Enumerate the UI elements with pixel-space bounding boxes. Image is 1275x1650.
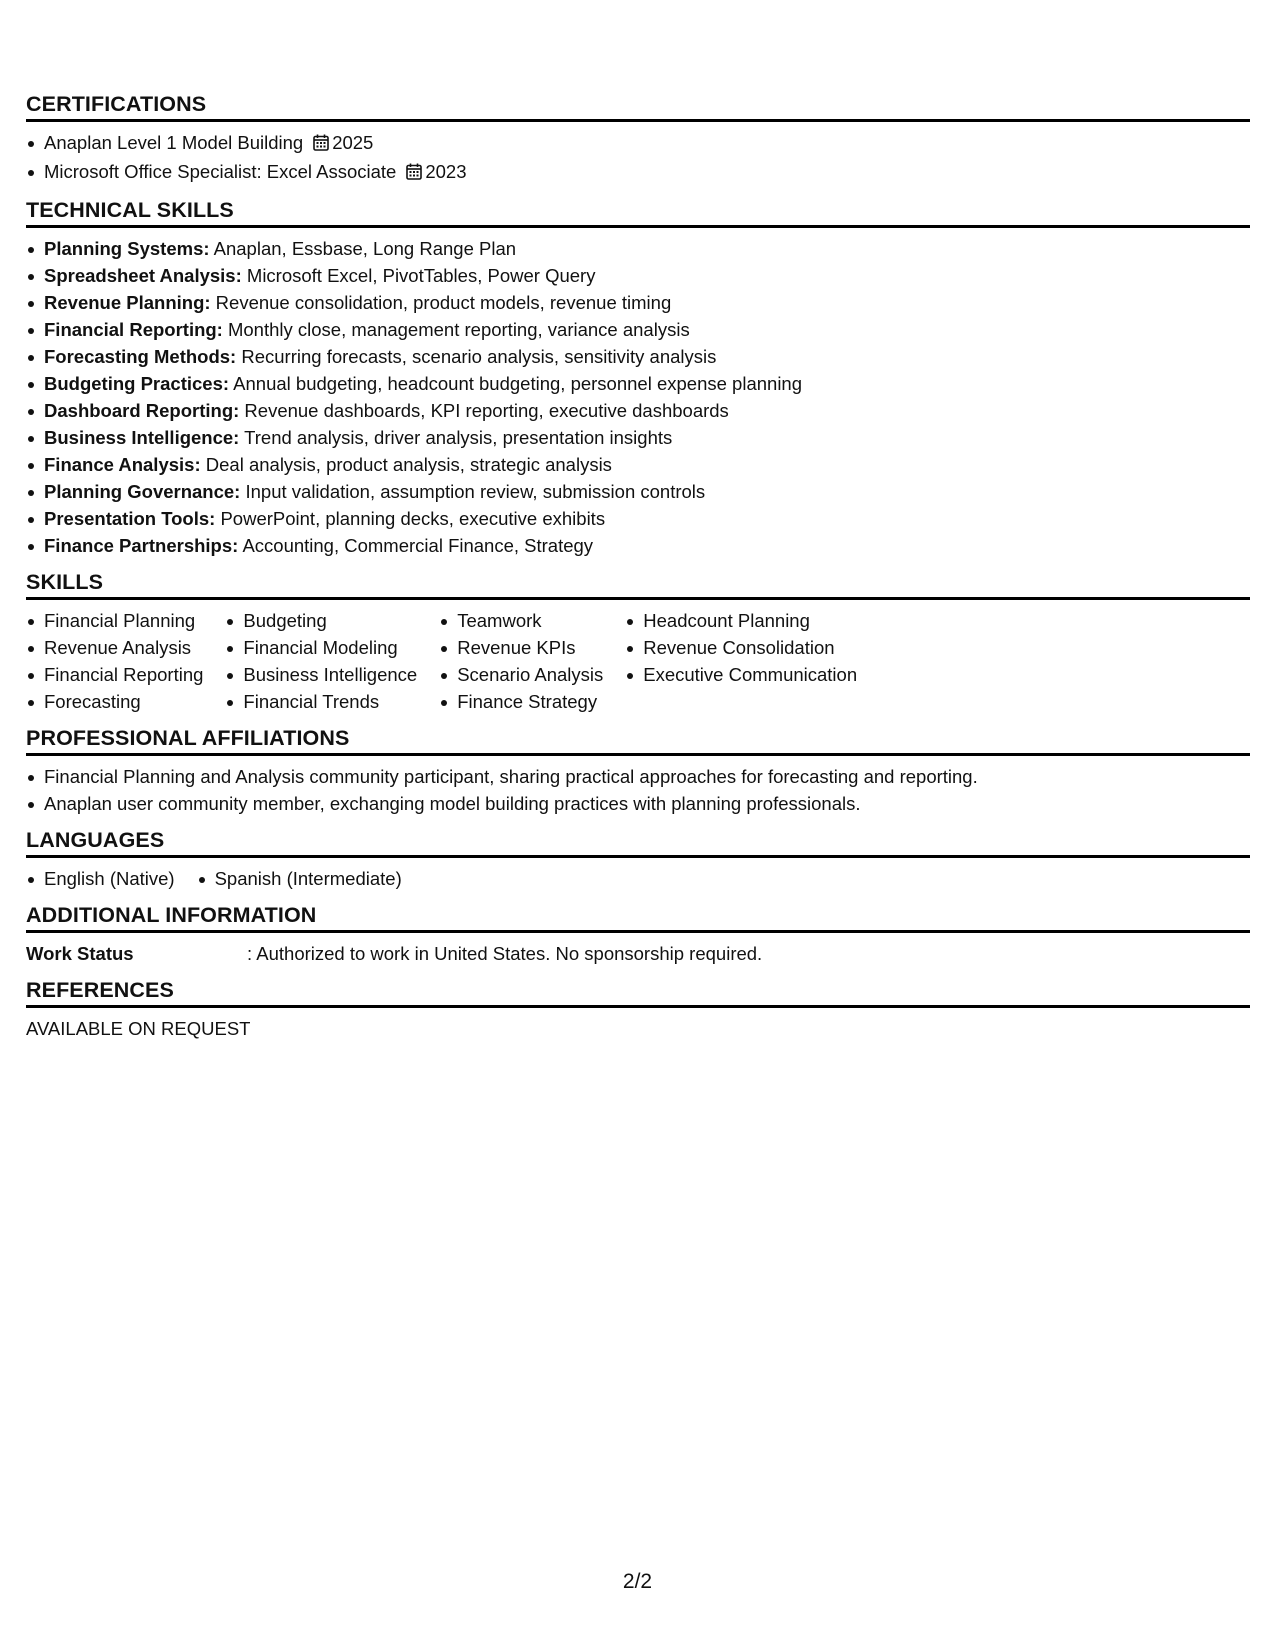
certification-name: Anaplan Level 1 Model Building: [44, 132, 304, 153]
resume-page: [26, 92, 1250, 1042]
skill-category: Presentation Tools:: [44, 508, 216, 529]
skill-values: Trend analysis, driver analysis, presentation insights: [244, 427, 673, 448]
skill-category: Revenue Planning:: [44, 292, 211, 313]
skill-values: Revenue consolidation, product models, revenue timing: [215, 292, 672, 313]
skill-item: Revenue Consolidation: [625, 634, 857, 661]
technical-skill-item: [26, 262, 1250, 289]
additional-info-section: [26, 903, 1250, 967]
technical-skill-item: [26, 316, 1250, 343]
skill-values: Anaplan, Essbase, Long Range Plan: [213, 238, 517, 259]
skills-column: [439, 607, 603, 715]
skill-values: Revenue dashboards, KPI reporting, executive dashboards: [244, 400, 729, 421]
section-divider: [26, 1005, 1250, 1008]
skill-category: Budgeting Practices:: [44, 373, 230, 394]
skill-item: Scenario Analysis: [439, 661, 603, 688]
work-status-value: : Authorized to work in United States. No sponsorship required.: [247, 943, 763, 964]
skill-values: Input validation, assumption review, submission controls: [245, 481, 706, 502]
skill-values: Annual budgeting, headcount budgeting, personnel expense planning: [233, 373, 803, 394]
page-number: 2/2: [622, 1570, 653, 1593]
languages-section: [26, 828, 1250, 892]
technical-skill-item: [26, 235, 1250, 262]
affiliation-item: Financial Planning and Analysis community participant, sharing practical approaches for forecasting and reporting.: [26, 763, 1250, 790]
skills-column: [225, 607, 417, 715]
skill-item: Financial Modeling: [225, 634, 417, 661]
skill-category: Planning Systems:: [44, 238, 210, 259]
skills-grid: [26, 607, 1250, 715]
skill-item: Revenue Analysis: [26, 634, 203, 661]
calendar-icon: [313, 131, 329, 158]
skills-section: [26, 570, 1250, 715]
skill-values: Recurring forecasts, scenario analysis, sensitivity analysis: [241, 346, 717, 367]
certifications-section: [26, 92, 1250, 187]
skill-category: Finance Partnerships:: [44, 535, 239, 556]
skill-item: Financial Reporting: [26, 661, 203, 688]
skill-item: Executive Communication: [625, 661, 857, 688]
skill-item: Revenue KPIs: [439, 634, 603, 661]
section-title: REFERENCES: [26, 978, 174, 1002]
technical-skill-item: [26, 505, 1250, 532]
certification-name: Microsoft Office Specialist: Excel Associate: [44, 161, 397, 182]
section-title: SKILLS: [26, 570, 104, 594]
section-divider: [26, 225, 1250, 228]
section-title: CERTIFICATIONS: [26, 92, 207, 116]
technical-skill-item: [26, 478, 1250, 505]
section-divider: [26, 119, 1250, 122]
technical-skill-item: [26, 424, 1250, 451]
skill-category: Dashboard Reporting:: [44, 400, 240, 421]
languages-list: [26, 865, 424, 892]
certification-year: 2023: [425, 161, 467, 182]
skill-item: Business Intelligence: [225, 661, 417, 688]
certification-item: [26, 129, 1250, 158]
references-section: [26, 978, 1250, 1042]
affiliations-list: [26, 763, 1250, 817]
certification-item: [26, 158, 1250, 187]
skill-item: Finance Strategy: [439, 688, 603, 715]
section-title: PROFESSIONAL AFFILIATIONS: [26, 726, 350, 750]
skill-category: Business Intelligence:: [44, 427, 240, 448]
skill-item: Financial Trends: [225, 688, 417, 715]
certification-year: 2025: [332, 132, 374, 153]
language-item: Spanish (Intermediate): [197, 865, 402, 892]
work-status-label: Work Status: [26, 943, 134, 964]
skill-values: PowerPoint, planning decks, executive exhibits: [220, 508, 606, 529]
technical-skills-section: [26, 198, 1250, 559]
section-divider: [26, 597, 1250, 600]
skill-item: Headcount Planning: [625, 607, 857, 634]
languages-row: [26, 865, 1250, 892]
skill-item: Financial Planning: [26, 607, 203, 634]
skill-item: Budgeting: [225, 607, 417, 634]
section-title: ADDITIONAL INFORMATION: [26, 903, 317, 927]
skill-values: Microsoft Excel, PivotTables, Power Query: [246, 265, 596, 286]
calendar-icon: [406, 160, 422, 187]
skill-category: Forecasting Methods:: [44, 346, 237, 367]
skill-category: Financial Reporting:: [44, 319, 223, 340]
skill-category: Planning Governance:: [44, 481, 241, 502]
skills-column: [26, 607, 203, 715]
affiliation-item: Anaplan user community member, exchanging model building practices with planning professionals.: [26, 790, 1250, 817]
certifications-list: [26, 129, 1250, 187]
technical-skill-item: [26, 532, 1250, 559]
technical-skill-item: [26, 343, 1250, 370]
technical-skill-item: [26, 370, 1250, 397]
language-item: English (Native): [26, 865, 175, 892]
skill-item: Teamwork: [439, 607, 603, 634]
skills-column: [625, 607, 857, 715]
section-title: TECHNICAL SKILLS: [26, 198, 234, 222]
references-text: AVAILABLE ON REQUEST: [26, 1018, 251, 1039]
technical-skill-item: [26, 289, 1250, 316]
technical-skills-list: [26, 235, 1250, 559]
affiliations-section: [26, 726, 1250, 817]
skill-category: Finance Analysis:: [44, 454, 201, 475]
work-status-row: [26, 940, 1250, 967]
technical-skill-item: [26, 451, 1250, 478]
skill-values: Deal analysis, product analysis, strategic analysis: [205, 454, 612, 475]
technical-skill-item: [26, 397, 1250, 424]
skill-values: Accounting, Commercial Finance, Strategy: [242, 535, 594, 556]
skill-item: Forecasting: [26, 688, 203, 715]
skill-category: Spreadsheet Analysis:: [44, 265, 242, 286]
section-title: LANGUAGES: [26, 828, 165, 852]
skill-values: Monthly close, management reporting, variance analysis: [227, 319, 690, 340]
section-divider: [26, 753, 1250, 756]
section-divider: [26, 855, 1250, 858]
section-divider: [26, 930, 1250, 933]
